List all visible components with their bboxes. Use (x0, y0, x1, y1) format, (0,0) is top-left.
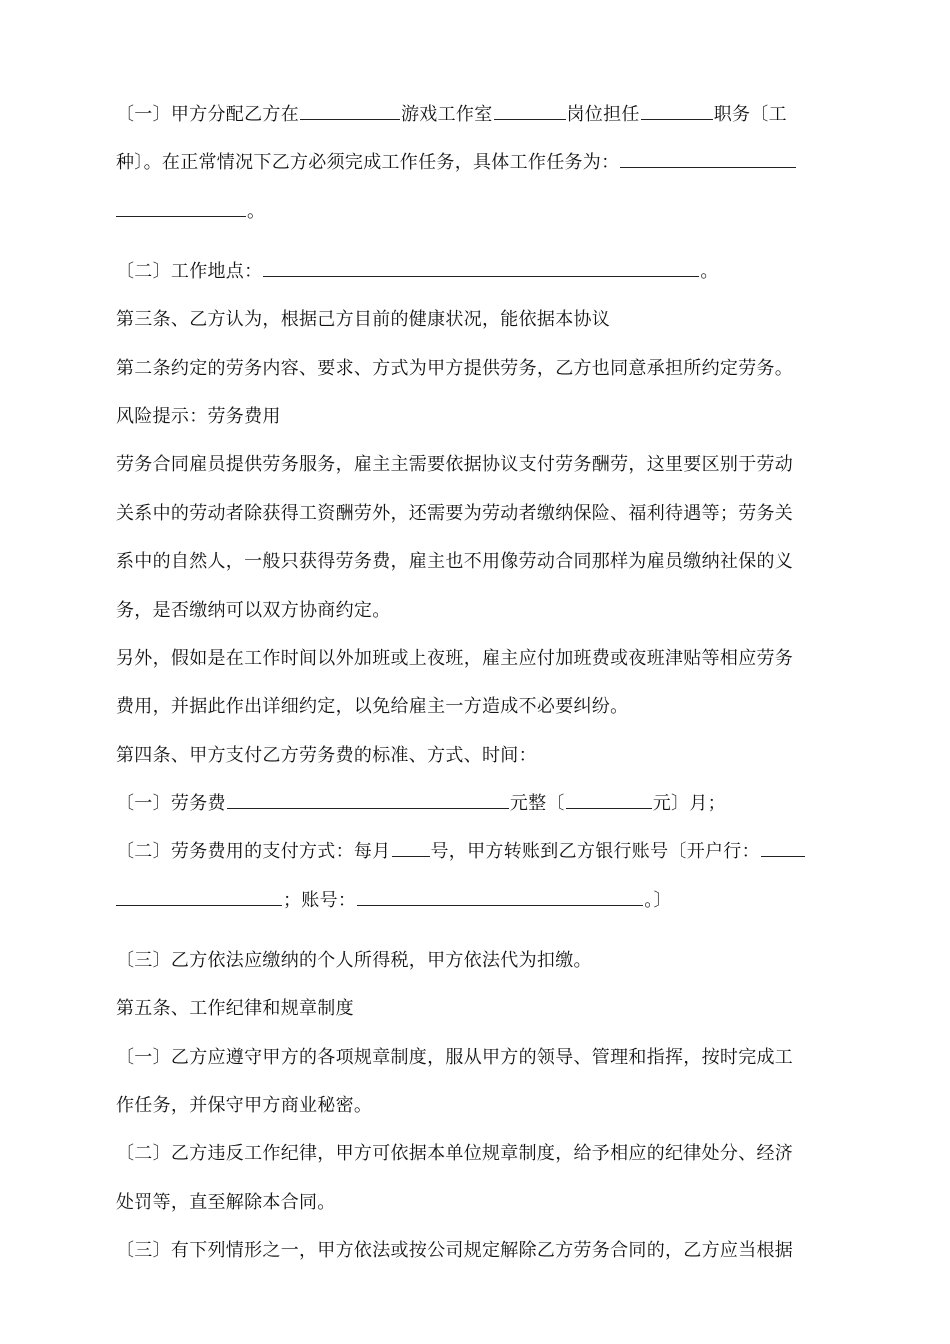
clause-4-2-line-2: ；账号： 。〕 (116, 887, 840, 947)
blank-post[interactable] (494, 101, 566, 120)
risk-para-1-line-1: 劳务合同雇员提供劳务服务，雇主主需要依据协议支付劳务酬劳，这里要区别于劳动 (116, 454, 794, 476)
clause-5-1-line-1: 〔一〕乙方应遵守甲方的各项规章制度，服从甲方的领导、管理和指挥，按时完成工 (116, 1046, 794, 1068)
clause-5-2-line-1: 〔二〕乙方违反工作纪律，甲方可依据本单位规章制度，给予相应的纪律处分、经济 (116, 1143, 794, 1165)
clause-2-1-line-3: 。 (116, 198, 840, 258)
risk-heading: 风险提示：劳务费用 (116, 405, 281, 427)
risk-para-1-line-2: 关系中的劳动者除获得工资酬劳外，还需要为劳动者缴纳保险、福利待遇等；劳务关 (116, 502, 794, 524)
clause-2-1-line-2: 种〕。在正常情况下乙方必须完成工作任务，具体工作任务为： (116, 149, 840, 197)
blank-pay-day[interactable] (392, 838, 430, 857)
clause-4-3-line: 〔三〕乙方依法应缴纳的个人所得税，甲方依法代为扣缴。 (116, 949, 592, 971)
clause-4-2-line-1: 〔二〕劳务费用的支付方式：每月 号，甲方转账到乙方银行账号〔开户行： (116, 838, 840, 886)
clause-5-3-line-1: 〔三〕有下列情形之一，甲方依法或按公司规定解除乙方劳务合同的，乙方应当根据 (116, 1240, 794, 1262)
risk-para-1-line-3: 系中的自然人，一般只获得劳务费，雇主也不用像劳动合同那样为雇员缴纳社保的义 (116, 551, 794, 573)
clause-5-2-line-2: 处罚等，直至解除本合同。 (116, 1191, 336, 1213)
contract-page (116, 101, 840, 1286)
blank-bank-1[interactable] (761, 838, 805, 857)
blank-account-number[interactable] (357, 887, 643, 906)
blank-work-location[interactable] (263, 258, 699, 277)
blank-task-1[interactable] (620, 149, 796, 168)
clause-2-2-line: 〔二〕工作地点： 。 (116, 258, 840, 306)
risk-para-1-line-4: 务，是否缴纳可以双方协商约定。 (116, 599, 391, 621)
article-5-heading: 第五条、工作纪律和规章制度 (116, 998, 354, 1020)
blank-fee-number[interactable] (566, 790, 652, 809)
article-3-line-1: 第三条、乙方认为，根据己方目前的健康状况，能依据本协议 (116, 309, 611, 331)
article-4-heading: 第四条、甲方支付乙方劳务费的标准、方式、时间： (116, 744, 537, 766)
blank-task-2[interactable] (116, 198, 246, 217)
blank-bank-2[interactable] (116, 887, 282, 906)
clause-2-1-line-1: 〔一〕甲方分配乙方在 游戏工作室 岗位担任 职务〔工 (116, 101, 840, 149)
blank-position[interactable] (641, 101, 713, 120)
risk-para-2-line-1: 另外，假如是在工作时间以外加班或上夜班，雇主应付加班费或夜班津贴等相应劳务 (116, 647, 794, 669)
blank-studio[interactable] (300, 101, 400, 120)
clause-4-1-line: 〔一〕劳务费 元整〔 元〕月； (116, 790, 840, 838)
clause-5-1-line-2: 作任务，并保守甲方商业秘密。 (116, 1095, 373, 1117)
blank-fee-amount[interactable] (227, 790, 509, 809)
risk-para-2-line-2: 费用，并据此作出详细约定，以免给雇主一方造成不必要纠纷。 (116, 696, 629, 718)
article-3-line-2: 第二条约定的劳务内容、要求、方式为甲方提供劳务，乙方也同意承担所约定劳务。 (116, 357, 794, 379)
